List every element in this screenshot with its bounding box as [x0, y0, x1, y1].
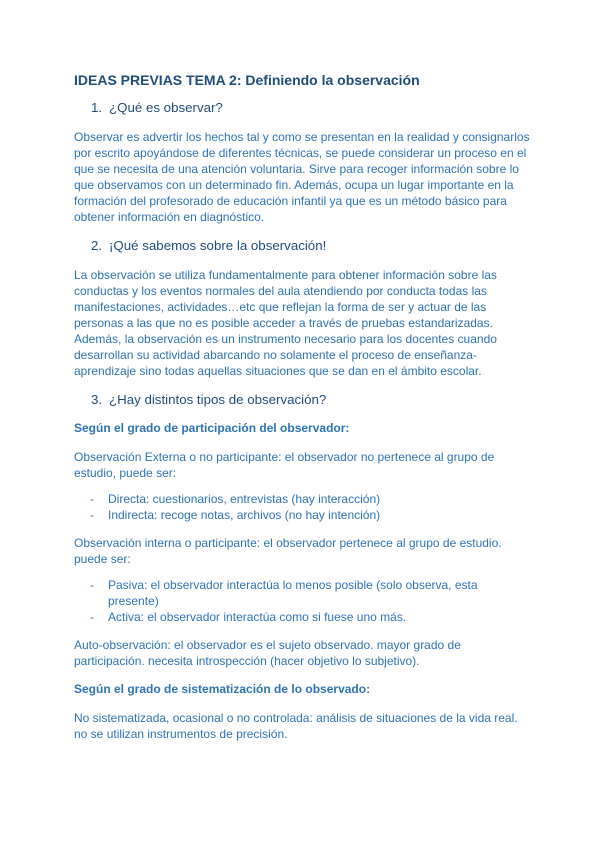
question-heading-1: [74, 100, 530, 115]
list-item-text: Indirecta: recoge notas, archivos (no hay intención): [108, 508, 381, 522]
list-item-text: Activa: el observador interactúa como si fuese uno más.: [108, 610, 407, 624]
observacion-externa-text: Observación Externa o no participante: el observador no pertenece al grupo de estudio, puede ser:: [74, 450, 495, 480]
observacion-interna-text: Observación interna o participante: el observador pertenece al grupo de estudio. puede ser:: [74, 536, 502, 566]
observacion-externa-list: [74, 491, 530, 523]
dash-marker: -: [90, 578, 94, 592]
list-item-text: Directa: cuestionarios, entrevistas (hay interacción): [108, 492, 381, 506]
auto-observacion-text: Auto-observación: el observador es el sujeto observado. mayor grado de participación. necesita introspección (hacer objetivo lo subjetivo).: [74, 638, 461, 668]
answer-paragraph-2: La observación se utiliza fundamentalmente para obtener información sobre las conductas y los eventos normales del aula atendiendo por conducta todas las manifestaciones, actividades…etc que reflejan la forma de ser y actuar de las personas a las que no es posible acceder a través de pruebas estandarizadas. Además, la observación es un instrumento necesario para los docentes cuando desarrollan su actividad abarcando no solamente el proceso de enseñanza-aprendizaje sino todas aquellas situaciones que se dan en el ámbito escolar.: [74, 268, 497, 378]
subheading-participacion: Según el grado de participación del observador:: [74, 421, 350, 435]
question-heading-3: [74, 392, 530, 407]
page-title: IDEAS PREVIAS TEMA 2: Definiendo la observación: [74, 72, 420, 88]
observacion-interna-list: [74, 577, 530, 625]
list-item-text: Pasiva: el observador interactúa lo menos posible (solo observa, esta presente): [108, 578, 478, 608]
dash-marker: -: [90, 508, 94, 522]
no-sistematizada-text: No sistematizada, ocasional o no controlada: análisis de situaciones de la vida real. no se utilizan instrumentos de precisión.: [74, 711, 518, 741]
question-text: ¿Qué es observar?: [109, 100, 223, 115]
question-text: ¡Qué sabemos sobre la observación!: [109, 238, 327, 253]
answer-paragraph-1: Observar es advertir los hechos tal y como se presentan en la realidad y consignarlos por escrito apoyándose de diferentes técnicas, se puede considerar un proceso en el que se necesita de una atención voluntaria. Sirve para recoger información sobre lo que observamos con un determinado fin. Además, ocupa un lugar importante en la formación del profesorado de educación infantil ya que es un método básico para obtener información en diagnóstico.: [74, 130, 530, 224]
list-item: [74, 609, 530, 625]
dash-marker: -: [90, 492, 94, 506]
question-number: 2.: [91, 238, 103, 253]
subheading-sistematizacion: Según el grado de sistematización de lo observado:: [74, 682, 371, 696]
question-number: 3.: [91, 392, 103, 407]
question-text: ¿Hay distintos tipos de observación?: [109, 392, 327, 407]
dash-marker: -: [90, 610, 94, 624]
list-item: [74, 491, 530, 507]
question-number: 1.: [91, 100, 103, 115]
list-item: [74, 577, 530, 609]
list-item: [74, 507, 530, 523]
question-heading-2: [74, 238, 530, 253]
